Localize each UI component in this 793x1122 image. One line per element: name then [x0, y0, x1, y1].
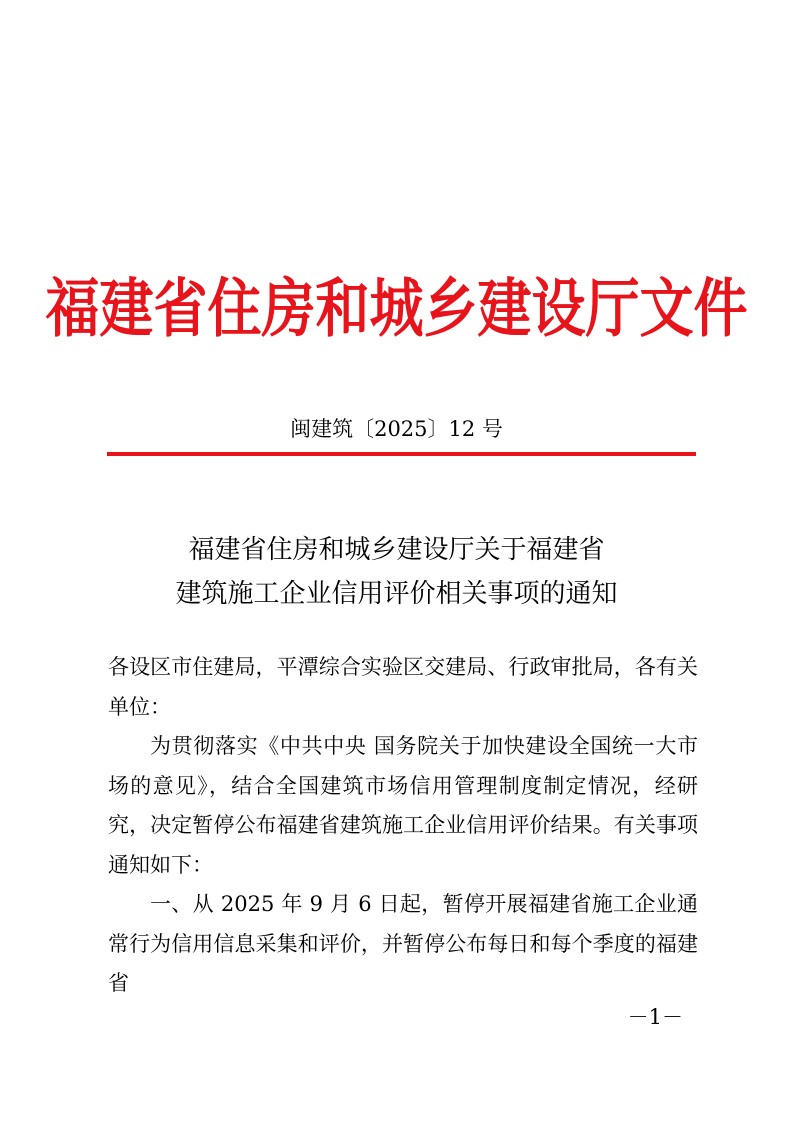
addressee-paragraph: 各设区市住建局，平潭综合实验区交建局、行政审批局，各有关单位： — [108, 655, 698, 719]
document-body — [108, 648, 698, 1004]
body-paragraph-1: 为贯彻落实《中共中央 国务院关于加快建设全国统一大市场的意见》，结合全国建筑市场信用管理制度制定情况，经研究，决定暂停公布福建省建筑施工企业信用评价结果。有关事项通知如下： — [108, 734, 698, 877]
title-line-1: 福建省住房和城乡建设厅关于福建省 — [188, 535, 605, 565]
document-masthead: 福建省住房和城乡建设厅文件 — [45, 271, 748, 346]
red-separator-line — [107, 452, 696, 456]
page-number: －1－ — [627, 1005, 683, 1029]
document-title — [0, 528, 793, 616]
body-paragraph-2: 一、从 2025 年 9 月 6 日起，暂停开展福建省施工企业通常行为信用信息采集和评价，并暂停公布每日和每个季度的福建省 — [108, 892, 698, 995]
title-line-2: 建筑施工企业信用评价相关事项的通知 — [175, 579, 618, 609]
document-number: 闽建筑〔2025〕12 号 — [290, 417, 503, 441]
